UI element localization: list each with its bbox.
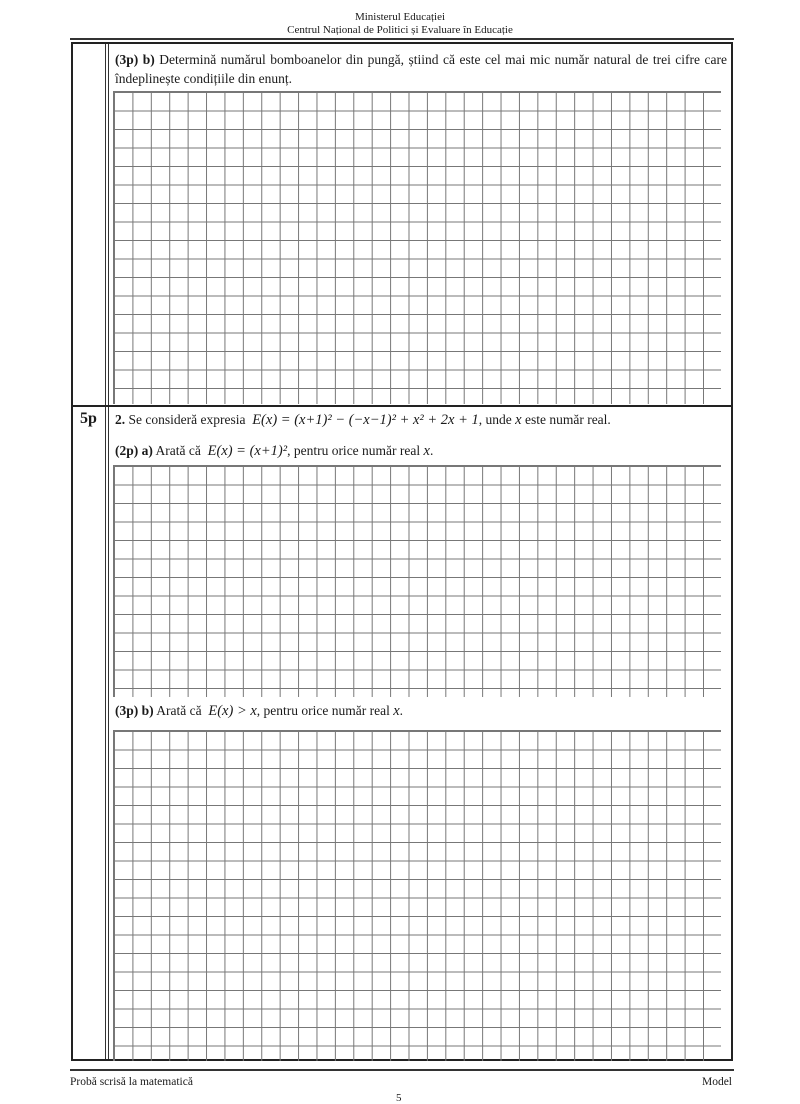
question-2-end: este număr real. bbox=[524, 412, 611, 427]
expression-formula: E(x) = (x+1)² − (−x−1)² + x² + 2x + 1 bbox=[252, 412, 479, 428]
question-2a bbox=[115, 441, 433, 461]
question-1b-text: Determină numărul bomboanelor din pungă, știind că este cel mai mic număr natural de trei cifre care îndeplinește condițiile din enunț. bbox=[115, 52, 727, 86]
row-divider bbox=[73, 405, 731, 407]
header-divider bbox=[70, 38, 734, 40]
question-2-suffix: , unde bbox=[478, 412, 512, 427]
answer-grid-1b[interactable] bbox=[113, 91, 721, 404]
variable: x bbox=[515, 412, 522, 428]
question-2a-period: . bbox=[429, 443, 434, 458]
question-1b-points: (3p) b) bbox=[115, 52, 155, 67]
points-column-divider bbox=[105, 44, 106, 1059]
page-number: 5 bbox=[396, 1092, 402, 1104]
points-column-divider-inner bbox=[108, 44, 109, 1059]
question-2-statement bbox=[115, 410, 611, 430]
question-2b-formula: E(x) > x bbox=[208, 703, 257, 719]
answer-grid-2a[interactable] bbox=[113, 465, 721, 697]
question-number: 2. bbox=[115, 412, 126, 427]
question-1b bbox=[115, 50, 727, 88]
question-2a-prefix: Arată că bbox=[155, 443, 201, 458]
footer-model-label: Model bbox=[701, 1076, 732, 1088]
question-2b-prefix: Arată că bbox=[156, 703, 202, 718]
question-2a-variable: x bbox=[423, 443, 430, 459]
question-2a-suffix: , pentru orice număr real bbox=[287, 443, 421, 458]
question-2b bbox=[115, 701, 403, 721]
question-2-intro: Se consideră expresia bbox=[128, 412, 246, 427]
center-title: Centrul Național de Politici și Evaluare în Educație bbox=[287, 24, 513, 36]
answer-grid-2b[interactable] bbox=[113, 730, 721, 1061]
question-2b-points: (3p) b) bbox=[115, 703, 154, 718]
footer-divider bbox=[70, 1069, 734, 1071]
ministry-title: Ministerul Educației bbox=[354, 11, 446, 23]
question-2b-suffix: , pentru orice număr real bbox=[256, 703, 390, 718]
question-2b-period: . bbox=[399, 703, 404, 718]
question-2a-points: (2p) a) bbox=[115, 443, 153, 458]
footer-exam-title: Probă scrisă la matematică bbox=[70, 1076, 193, 1088]
points-badge: 5p bbox=[80, 410, 97, 427]
question-2b-variable: x bbox=[393, 703, 400, 719]
question-2a-formula: E(x) = (x+1)² bbox=[207, 443, 288, 459]
